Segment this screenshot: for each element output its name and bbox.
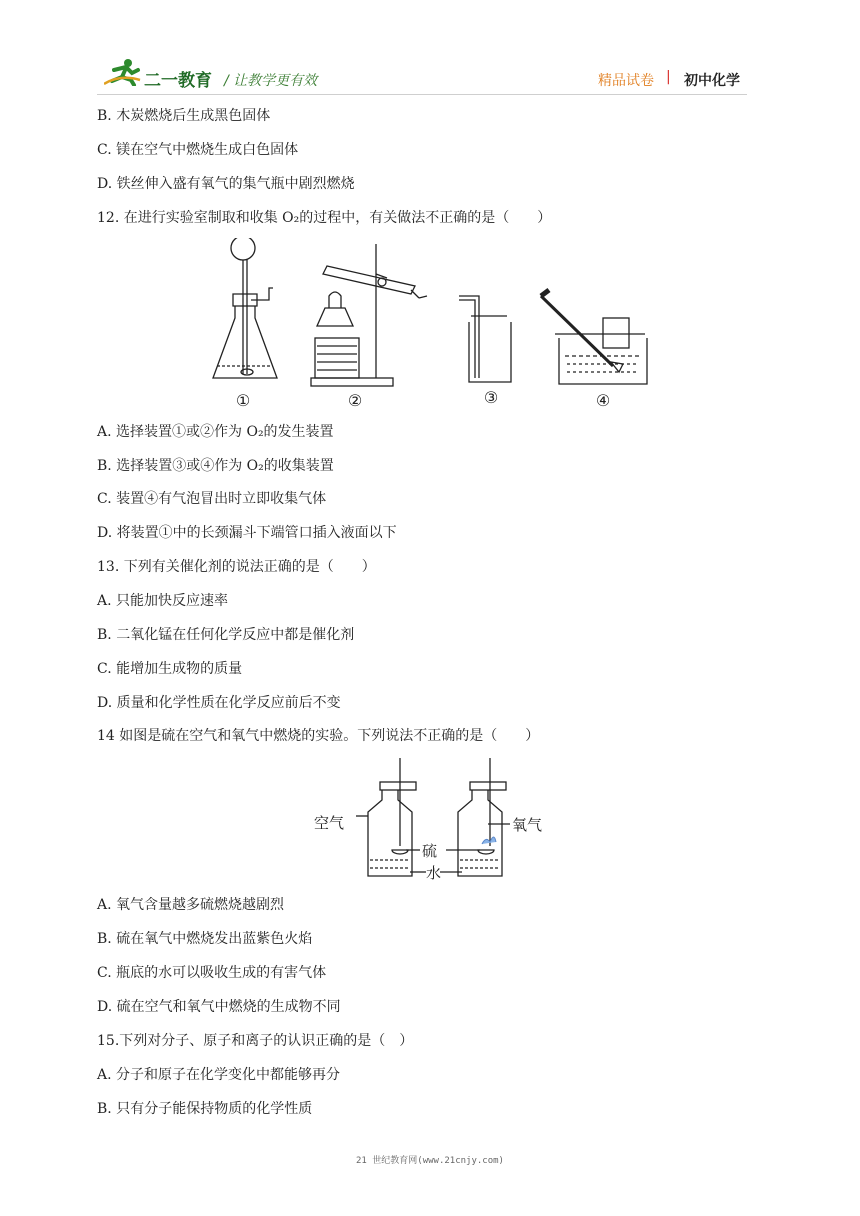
q13-option-b: B. 二氧化锰在任何化学反应中都是催化剂	[97, 627, 355, 643]
q12-option-c: C. 装置④有气泡冒出时立即收集气体	[97, 491, 327, 507]
q13-option-d: D. 质量和化学性质在化学反应前后不变	[97, 695, 341, 711]
q14-sulfur-figure	[312, 758, 562, 882]
q13-option-c: C. 能增加生成物的质量	[97, 661, 243, 677]
apparatus-label-3: ③	[483, 388, 499, 407]
q12-option-d: D. 将装置①中的长颈漏斗下端管口插入液面以下	[97, 525, 397, 541]
q15-stem: 15.下列对分子、原子和离子的认识正确的是（ ）	[97, 1033, 414, 1049]
q11-option-b: B. 木炭燃烧后生成黑色固体	[97, 108, 271, 124]
q11-option-d: D. 铁丝伸入盛有氧气的集气瓶中剧烈燃烧	[97, 176, 355, 192]
apparatus-label-4: ④	[595, 391, 611, 410]
q14-option-d: D. 硫在空气和氧气中燃烧的生成物不同	[97, 999, 341, 1015]
q14-option-a: A. 氧气含量越多硫燃烧越剧烈	[97, 897, 285, 913]
logo-slogan: / 让教学更有效	[224, 73, 318, 89]
q12-apparatus-figure	[205, 238, 665, 413]
header-separator: |	[666, 69, 671, 85]
q12-option-b: B. 选择装置③或④作为 O₂的收集装置	[97, 458, 334, 474]
header-rule	[97, 94, 747, 95]
label-sulfur: 硫	[422, 842, 438, 860]
q15-option-a: A. 分子和原子在化学变化中都能够再分	[97, 1067, 341, 1083]
label-oxygen: 氧气	[512, 816, 543, 834]
label-air: 空气	[314, 814, 345, 832]
q14-option-c: C. 瓶底的水可以吸收生成的有害气体	[97, 965, 327, 981]
q15-option-b: B. 只有分子能保持物质的化学性质	[97, 1101, 313, 1117]
subject-label: 初中化学	[684, 73, 740, 89]
q12-stem: 12. 在进行实验室制取和收集 O₂的过程中，有关做法不正确的是（ ）	[97, 210, 552, 226]
apparatus-label-2: ②	[347, 391, 363, 410]
series-label: 精品试卷	[598, 73, 654, 89]
apparatus-label-1: ①	[235, 391, 251, 410]
header	[0, 0, 860, 100]
q14-option-b: B. 硫在氧气中燃烧发出蓝紫色火焰	[97, 931, 313, 947]
q14-stem: 14 如图是硫在空气和氧气中燃烧的实验。下列说法不正确的是（ ）	[97, 728, 540, 744]
q13-option-a: A. 只能加快反应速率	[97, 593, 229, 609]
logo-text: 二一教育	[144, 71, 212, 91]
q11-option-c: C. 镁在空气中燃烧生成白色固体	[97, 142, 299, 158]
q12-option-a: A. 选择装置①或②作为 O₂的发生装置	[97, 424, 334, 440]
label-water: 水	[426, 864, 442, 882]
page-footer: 21 世纪教育网(www.21cnjy.com)	[356, 1156, 504, 1166]
q13-stem: 13. 下列有关催化剂的说法正确的是（ ）	[97, 559, 376, 575]
logo-runner-icon	[104, 58, 142, 86]
apparatus-labels	[236, 388, 610, 410]
